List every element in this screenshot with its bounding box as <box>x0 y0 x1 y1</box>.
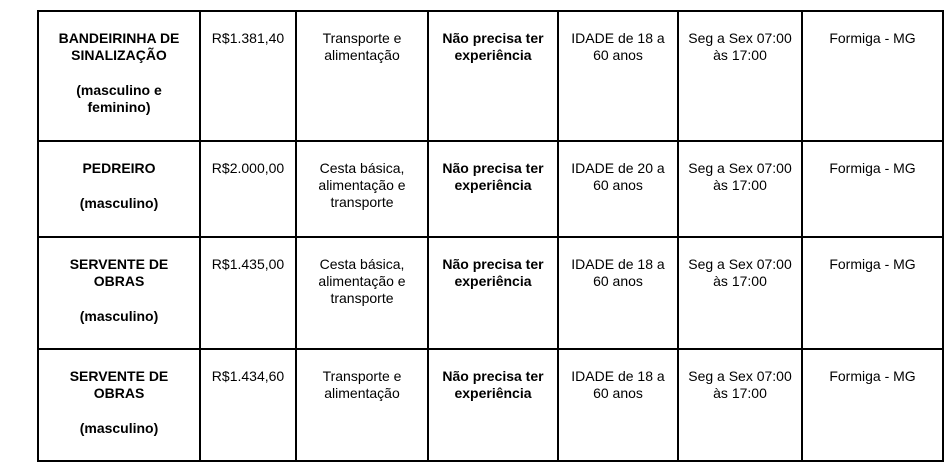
job-title: SERVENTE DE OBRAS <box>69 368 169 401</box>
experience-value: Não precisa ter experiência <box>442 368 544 401</box>
location-value: Formiga - MG <box>829 256 916 272</box>
age-cell <box>558 349 678 461</box>
table-row <box>38 141 943 237</box>
benefits-value: Cesta básica, alimentação e transporte <box>318 256 406 306</box>
schedule-value: Seg a Sex 07:00 às 17:00 <box>688 256 792 289</box>
salary-value: R$1.381,40 <box>211 30 285 46</box>
experience-cell <box>428 141 558 237</box>
job-gender: (masculino e feminino) <box>76 82 162 115</box>
schedule-cell <box>678 11 802 141</box>
schedule-value: Seg a Sex 07:00 às 17:00 <box>688 160 792 193</box>
benefits-value: Cesta básica, alimentação e transporte <box>318 160 406 210</box>
salary-value: R$1.435,00 <box>211 256 285 272</box>
location-value: Formiga - MG <box>829 368 916 384</box>
schedule-value: Seg a Sex 07:00 às 17:00 <box>688 30 792 63</box>
job-gender: (masculino) <box>79 195 159 211</box>
salary-cell <box>200 237 296 349</box>
experience-cell <box>428 11 558 141</box>
job-title: PEDREIRO <box>82 160 156 176</box>
salary-value: R$1.434,60 <box>211 368 285 384</box>
job-gender: (masculino) <box>79 308 159 324</box>
salary-cell <box>200 141 296 237</box>
job-title-cell <box>38 11 200 141</box>
age-cell <box>558 141 678 237</box>
experience-value: Não precisa ter experiência <box>442 30 544 63</box>
schedule-cell <box>678 141 802 237</box>
benefits-value: Transporte e alimentação <box>322 368 402 401</box>
table-row <box>38 237 943 349</box>
location-cell <box>802 349 943 461</box>
location-cell <box>802 11 943 141</box>
age-cell <box>558 237 678 349</box>
age-value: IDADE de 18 a 60 anos <box>571 256 665 289</box>
job-title-cell <box>38 141 200 237</box>
location-value: Formiga - MG <box>829 30 916 46</box>
table-row <box>38 11 943 141</box>
experience-cell <box>428 237 558 349</box>
age-value: IDADE de 20 a 60 anos <box>571 160 665 193</box>
benefits-cell <box>296 237 428 349</box>
location-value: Formiga - MG <box>829 160 916 176</box>
experience-value: Não precisa ter experiência <box>442 256 544 289</box>
job-title-cell <box>38 349 200 461</box>
location-cell <box>802 237 943 349</box>
salary-value: R$2.000,00 <box>211 160 285 176</box>
job-gender: (masculino) <box>79 420 159 436</box>
job-title: BANDEIRINHA DE SINALIZAÇÃO <box>58 30 180 63</box>
benefits-cell <box>296 141 428 237</box>
schedule-value: Seg a Sex 07:00 às 17:00 <box>688 368 792 401</box>
job-listings-table <box>37 10 944 462</box>
schedule-cell <box>678 237 802 349</box>
job-title-cell <box>38 237 200 349</box>
table-row <box>38 349 943 461</box>
age-value: IDADE de 18 a 60 anos <box>571 30 665 63</box>
age-value: IDADE de 18 a 60 anos <box>571 368 665 401</box>
benefits-cell <box>296 349 428 461</box>
benefits-cell <box>296 11 428 141</box>
benefits-value: Transporte e alimentação <box>322 30 402 63</box>
salary-cell <box>200 349 296 461</box>
age-cell <box>558 11 678 141</box>
experience-cell <box>428 349 558 461</box>
salary-cell <box>200 11 296 141</box>
schedule-cell <box>678 349 802 461</box>
job-title: SERVENTE DE OBRAS <box>69 256 169 289</box>
experience-value: Não precisa ter experiência <box>442 160 544 193</box>
location-cell <box>802 141 943 237</box>
